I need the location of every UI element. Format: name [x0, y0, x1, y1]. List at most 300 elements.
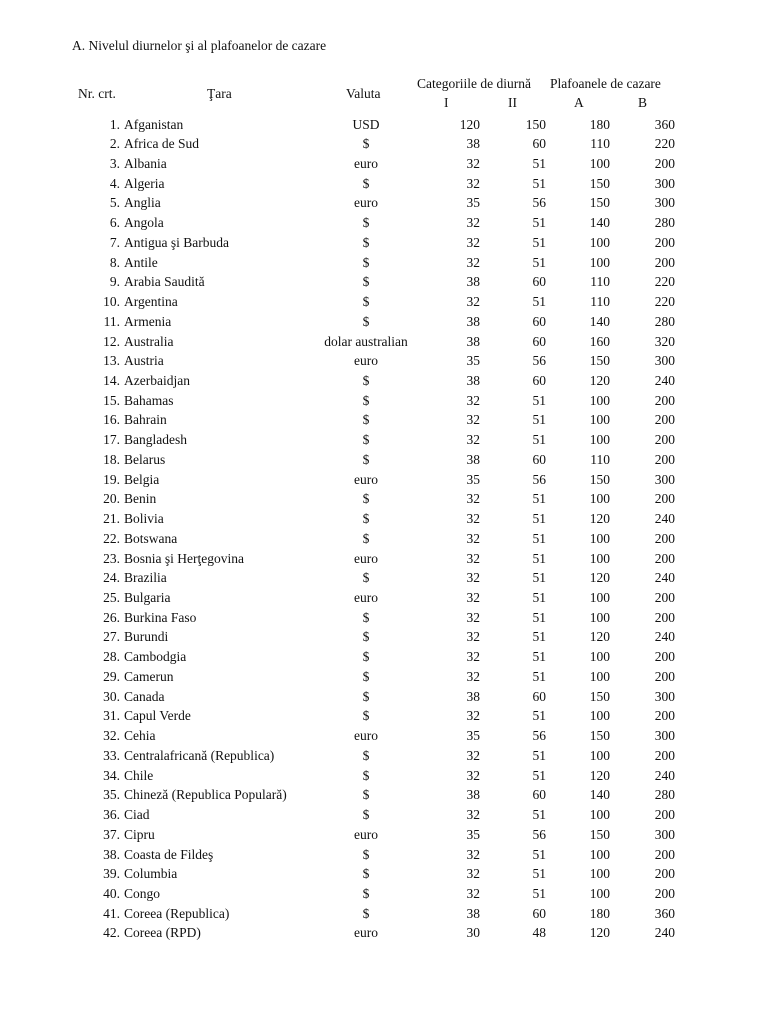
currency: USD: [352, 116, 380, 132]
row-number: 14.: [103, 372, 120, 388]
table-row: [0, 805, 768, 825]
plafon-a: 120: [589, 570, 610, 586]
country-name: Belgia: [124, 471, 160, 487]
plafon-b: 200: [654, 491, 675, 507]
currency: $: [362, 511, 370, 527]
diurna-cat-ii: 51: [532, 629, 546, 645]
currency: $: [362, 629, 370, 645]
country-name: Coreea (Republica): [124, 905, 230, 921]
diurna-cat-i: 32: [466, 412, 480, 428]
table-row: [0, 608, 768, 628]
country-name: Burkina Faso: [124, 609, 197, 625]
table-row: [0, 923, 768, 943]
plafon-b: 320: [654, 333, 675, 349]
country-name: Angola: [124, 215, 164, 231]
diurna-cat-ii: 60: [532, 333, 546, 349]
row-number: 31.: [103, 708, 120, 724]
diurna-cat-i: 35: [466, 826, 480, 842]
country-name: Bulgaria: [124, 590, 171, 606]
table-row: [0, 825, 768, 845]
currency: $: [362, 609, 370, 625]
plafon-b: 240: [654, 767, 675, 783]
country-name: Bahrain: [124, 412, 167, 428]
plafon-a: 100: [589, 234, 610, 250]
row-number: 13.: [103, 353, 120, 369]
header-tara: Ţara: [207, 86, 232, 101]
diurna-cat-ii: 51: [532, 866, 546, 882]
diurna-cat-ii: 51: [532, 609, 546, 625]
diurna-cat-ii: 51: [532, 550, 546, 566]
plafon-a: 180: [589, 905, 610, 921]
table-row: [0, 233, 768, 253]
diurna-cat-i: 38: [466, 787, 480, 803]
plafon-b: 360: [654, 905, 675, 921]
table-row: [0, 509, 768, 529]
plafon-b: 200: [654, 807, 675, 823]
table-row: [0, 134, 768, 154]
row-number: 24.: [103, 570, 120, 586]
header-plafon-b: B: [638, 95, 648, 110]
diurna-cat-ii: 51: [532, 254, 546, 270]
country-name: Coreea (RPD): [124, 925, 201, 941]
diurna-cat-ii: 60: [532, 372, 546, 388]
plafon-b: 200: [654, 649, 675, 665]
plafon-a: 100: [589, 412, 610, 428]
country-name: Capul Verde: [124, 708, 191, 724]
diurna-cat-i: 32: [466, 570, 480, 586]
plafon-a: 120: [589, 372, 610, 388]
document-title: A. Nivelul diurnelor şi al plafoanelor de cazare: [72, 38, 327, 53]
diurna-cat-ii: 51: [532, 530, 546, 546]
diurna-cat-ii: 51: [532, 175, 546, 191]
currency: $: [362, 254, 370, 270]
plafon-a: 100: [589, 649, 610, 665]
plafon-a: 100: [589, 432, 610, 448]
diurna-cat-ii: 56: [532, 353, 546, 369]
country-name: Algeria: [124, 175, 165, 191]
plafon-b: 300: [654, 688, 675, 704]
row-number: 6.: [109, 215, 120, 231]
table-row: [0, 332, 768, 352]
row-number: 30.: [103, 688, 120, 704]
diurna-cat-i: 32: [466, 392, 480, 408]
currency: $: [362, 491, 370, 507]
diurna-cat-i: 32: [466, 846, 480, 862]
diurna-cat-ii: 51: [532, 590, 546, 606]
diurna-cat-i: 38: [466, 313, 480, 329]
diurna-cat-i: 35: [466, 471, 480, 487]
plafon-a: 150: [589, 688, 610, 704]
diurna-cat-ii: 51: [532, 511, 546, 527]
country-name: Camerun: [124, 668, 174, 684]
currency: $: [362, 136, 370, 152]
table-row: [0, 568, 768, 588]
plafon-a: 140: [589, 787, 610, 803]
table-row: [0, 904, 768, 924]
currency: $: [362, 313, 370, 329]
country-name: Burundi: [124, 629, 169, 645]
diurna-cat-ii: 51: [532, 294, 546, 310]
country-name: Benin: [124, 491, 157, 507]
table-row: [0, 253, 768, 273]
country-name: Bahamas: [124, 392, 174, 408]
table-row: [0, 410, 768, 430]
currency: $: [362, 412, 370, 428]
table-row: [0, 667, 768, 687]
plafon-a: 150: [589, 353, 610, 369]
table-row: [0, 154, 768, 174]
diurna-cat-i: 120: [459, 116, 480, 132]
plafon-b: 200: [654, 866, 675, 882]
diurna-cat-i: 32: [466, 885, 480, 901]
plafon-b: 240: [654, 511, 675, 527]
diurna-cat-i: 38: [466, 333, 480, 349]
currency: $: [362, 708, 370, 724]
plafon-a: 160: [589, 333, 610, 349]
country-name: Botswana: [124, 530, 178, 546]
table-row: [0, 785, 768, 805]
plafon-b: 300: [654, 826, 675, 842]
plafon-a: 120: [589, 767, 610, 783]
currency: euro: [354, 471, 378, 487]
diurna-cat-ii: 150: [525, 116, 546, 132]
currency: euro: [354, 195, 378, 211]
row-number: 36.: [103, 807, 120, 823]
country-name: Argentina: [124, 294, 178, 310]
country-name: Columbia: [124, 866, 178, 882]
diurna-cat-i: 32: [466, 590, 480, 606]
plafon-b: 200: [654, 590, 675, 606]
plafon-b: 240: [654, 372, 675, 388]
diurna-cat-i: 32: [466, 294, 480, 310]
diurna-cat-ii: 51: [532, 234, 546, 250]
row-number: 40.: [103, 885, 120, 901]
diurna-cat-i: 32: [466, 234, 480, 250]
table-row: [0, 726, 768, 746]
currency: euro: [354, 590, 378, 606]
diurna-cat-ii: 51: [532, 215, 546, 231]
table-row: [0, 627, 768, 647]
diurna-cat-i: 32: [466, 807, 480, 823]
plafon-b: 280: [654, 313, 675, 329]
header-plafon-a: A: [574, 95, 584, 110]
table-row: [0, 430, 768, 450]
plafon-a: 110: [590, 451, 610, 467]
row-number: 10.: [103, 294, 120, 310]
country-name: Azerbaidjan: [124, 372, 190, 388]
currency: $: [362, 905, 370, 921]
diurna-cat-ii: 48: [532, 925, 546, 941]
diurna-cat-i: 32: [466, 530, 480, 546]
plafon-a: 150: [589, 175, 610, 191]
currency: $: [362, 451, 370, 467]
plafon-b: 240: [654, 925, 675, 941]
plafon-b: 200: [654, 708, 675, 724]
diurna-cat-ii: 51: [532, 412, 546, 428]
currency: $: [362, 392, 370, 408]
diurna-cat-i: 38: [466, 136, 480, 152]
currency: $: [362, 747, 370, 763]
row-number: 28.: [103, 649, 120, 665]
diurna-cat-i: 32: [466, 155, 480, 171]
diurna-cat-i: 35: [466, 728, 480, 744]
plafon-a: 100: [589, 747, 610, 763]
table-row: [0, 115, 768, 135]
diurna-cat-i: 38: [466, 688, 480, 704]
row-number: 39.: [103, 866, 120, 882]
plafon-a: 110: [590, 274, 610, 290]
plafon-a: 150: [589, 471, 610, 487]
plafon-b: 220: [654, 136, 675, 152]
country-name: Bosnia şi Herţegovina: [124, 550, 244, 566]
diurna-cat-ii: 56: [532, 471, 546, 487]
plafon-a: 100: [589, 550, 610, 566]
currency: $: [362, 649, 370, 665]
table-row: [0, 746, 768, 766]
diurna-cat-i: 32: [466, 866, 480, 882]
table-row: [0, 588, 768, 608]
diurna-cat-ii: 60: [532, 905, 546, 921]
diurna-cat-ii: 51: [532, 846, 546, 862]
plafon-b: 300: [654, 471, 675, 487]
diurna-cat-i: 30: [466, 925, 480, 941]
table-row: [0, 450, 768, 470]
plafon-a: 150: [589, 826, 610, 842]
plafon-b: 300: [654, 728, 675, 744]
diurna-cat-i: 32: [466, 254, 480, 270]
diurna-cat-i: 32: [466, 432, 480, 448]
row-number: 26.: [103, 609, 120, 625]
plafon-a: 100: [589, 885, 610, 901]
plafon-b: 360: [654, 116, 675, 132]
currency: euro: [354, 728, 378, 744]
currency: euro: [354, 155, 378, 171]
currency: $: [362, 372, 370, 388]
country-name: Antile: [124, 254, 158, 270]
currency: $: [362, 688, 370, 704]
diurna-cat-i: 32: [466, 550, 480, 566]
plafon-a: 100: [589, 491, 610, 507]
country-name: Bolivia: [124, 511, 164, 527]
country-name: Brazilia: [124, 570, 167, 586]
plafon-a: 100: [589, 155, 610, 171]
currency: $: [362, 215, 370, 231]
country-name: Austria: [124, 353, 164, 369]
country-name: Afganistan: [124, 116, 184, 132]
table-row: [0, 766, 768, 786]
plafon-b: 200: [654, 451, 675, 467]
diurna-cat-i: 32: [466, 511, 480, 527]
currency: $: [362, 530, 370, 546]
diurna-cat-i: 38: [466, 274, 480, 290]
currency: euro: [354, 550, 378, 566]
plafon-a: 100: [589, 807, 610, 823]
currency: dolar australian: [324, 333, 408, 349]
diurna-cat-i: 32: [466, 629, 480, 645]
table-row: [0, 549, 768, 569]
diurna-cat-i: 32: [466, 767, 480, 783]
row-number: 41.: [103, 905, 120, 921]
currency: $: [362, 846, 370, 862]
plafon-b: 200: [654, 392, 675, 408]
country-name: Chile: [124, 767, 154, 783]
diurna-cat-ii: 60: [532, 136, 546, 152]
diurna-cat-ii: 60: [532, 688, 546, 704]
table-row: [0, 391, 768, 411]
plafon-b: 200: [654, 155, 675, 171]
plafon-a: 180: [589, 116, 610, 132]
plafon-b: 240: [654, 629, 675, 645]
plafon-a: 100: [589, 392, 610, 408]
diurna-cat-ii: 60: [532, 787, 546, 803]
row-number: 17.: [103, 432, 120, 448]
plafon-b: 200: [654, 432, 675, 448]
country-name: Anglia: [124, 195, 161, 211]
plafon-b: 200: [654, 668, 675, 684]
table-row: [0, 864, 768, 884]
plafon-b: 300: [654, 175, 675, 191]
diurna-cat-i: 38: [466, 905, 480, 921]
diurna-cat-ii: 51: [532, 491, 546, 507]
row-number: 21.: [103, 511, 120, 527]
country-name: Chineză (Republica Populară): [124, 787, 287, 803]
row-number: 16.: [103, 412, 120, 428]
diurna-cat-ii: 60: [532, 313, 546, 329]
row-number: 34.: [103, 767, 120, 783]
currency: $: [362, 885, 370, 901]
row-number: 20.: [103, 491, 120, 507]
header-valuta: Valuta: [346, 86, 381, 101]
plafon-b: 280: [654, 787, 675, 803]
plafon-b: 200: [654, 609, 675, 625]
country-name: Australia: [124, 333, 174, 349]
plafon-b: 200: [654, 530, 675, 546]
row-number: 33.: [103, 747, 120, 763]
diurna-cat-i: 32: [466, 215, 480, 231]
country-name: Antigua şi Barbuda: [124, 234, 229, 250]
plafon-a: 150: [589, 195, 610, 211]
diurna-cat-ii: 51: [532, 570, 546, 586]
plafon-a: 140: [589, 313, 610, 329]
diurna-cat-ii: 51: [532, 432, 546, 448]
row-number: 11.: [103, 313, 120, 329]
country-name: Centralafricană (Republica): [124, 747, 275, 763]
plafon-b: 200: [654, 254, 675, 270]
plafon-a: 110: [590, 294, 610, 310]
table-row: [0, 193, 768, 213]
row-number: 5.: [109, 195, 120, 211]
diurna-cat-ii: 51: [532, 708, 546, 724]
currency: $: [362, 234, 370, 250]
row-number: 3.: [109, 155, 120, 171]
row-number: 1.: [109, 116, 120, 132]
row-number: 32.: [103, 728, 120, 744]
row-number: 27.: [103, 629, 120, 645]
row-number: 2.: [109, 136, 120, 152]
plafon-b: 280: [654, 215, 675, 231]
plafon-a: 100: [589, 866, 610, 882]
diurna-cat-i: 38: [466, 451, 480, 467]
row-number: 9.: [109, 274, 120, 290]
plafon-a: 100: [589, 590, 610, 606]
row-number: 35.: [103, 787, 120, 803]
table-row: [0, 371, 768, 391]
plafon-b: 200: [654, 234, 675, 250]
row-number: 25.: [103, 590, 120, 606]
plafon-a: 100: [589, 668, 610, 684]
country-name: Cambodgia: [124, 649, 187, 665]
country-name: Bangladesh: [124, 432, 187, 448]
country-name: Coasta de Fildeş: [124, 846, 214, 862]
currency: euro: [354, 353, 378, 369]
table-row: [0, 272, 768, 292]
row-number: 8.: [109, 254, 120, 270]
table-row: [0, 292, 768, 312]
currency: $: [362, 570, 370, 586]
country-name: Belarus: [124, 451, 166, 467]
currency: $: [362, 432, 370, 448]
diurna-cat-i: 32: [466, 747, 480, 763]
diurna-cat-ii: 56: [532, 826, 546, 842]
row-number: 38.: [103, 846, 120, 862]
table-row: [0, 884, 768, 904]
plafon-a: 100: [589, 708, 610, 724]
plafon-b: 200: [654, 846, 675, 862]
country-name: Cehia: [124, 728, 156, 744]
header-nr-crt: Nr. crt.: [78, 86, 116, 101]
table-row: [0, 351, 768, 371]
currency: euro: [354, 826, 378, 842]
plafon-b: 200: [654, 885, 675, 901]
diurna-cat-ii: 51: [532, 747, 546, 763]
diurna-cat-ii: 51: [532, 649, 546, 665]
row-number: 42.: [103, 925, 120, 941]
plafon-b: 240: [654, 570, 675, 586]
plafon-b: 220: [654, 274, 675, 290]
plafon-a: 140: [589, 215, 610, 231]
country-name: Canada: [124, 688, 165, 704]
row-number: 37.: [103, 826, 120, 842]
table-row: [0, 529, 768, 549]
currency: $: [362, 668, 370, 684]
diurna-cat-i: 32: [466, 668, 480, 684]
diurna-cat-i: 35: [466, 353, 480, 369]
plafon-a: 120: [589, 629, 610, 645]
country-name: Cipru: [124, 826, 155, 842]
plafon-a: 120: [589, 925, 610, 941]
diurna-cat-ii: 51: [532, 155, 546, 171]
plafon-a: 100: [589, 609, 610, 625]
diurna-cat-ii: 60: [532, 451, 546, 467]
diurna-cat-i: 38: [466, 372, 480, 388]
currency: $: [362, 787, 370, 803]
row-number: 15.: [103, 392, 120, 408]
table-row: [0, 687, 768, 707]
table-row: [0, 213, 768, 233]
diurna-cat-i: 32: [466, 649, 480, 665]
currency: $: [362, 807, 370, 823]
diurna-cat-ii: 51: [532, 885, 546, 901]
diurna-cat-ii: 51: [532, 807, 546, 823]
row-number: 29.: [103, 668, 120, 684]
row-number: 7.: [109, 234, 120, 250]
plafon-a: 110: [590, 136, 610, 152]
diurna-cat-i: 32: [466, 609, 480, 625]
plafon-a: 100: [589, 254, 610, 270]
table-row: [0, 845, 768, 865]
plafon-a: 100: [589, 530, 610, 546]
plafon-b: 200: [654, 550, 675, 566]
